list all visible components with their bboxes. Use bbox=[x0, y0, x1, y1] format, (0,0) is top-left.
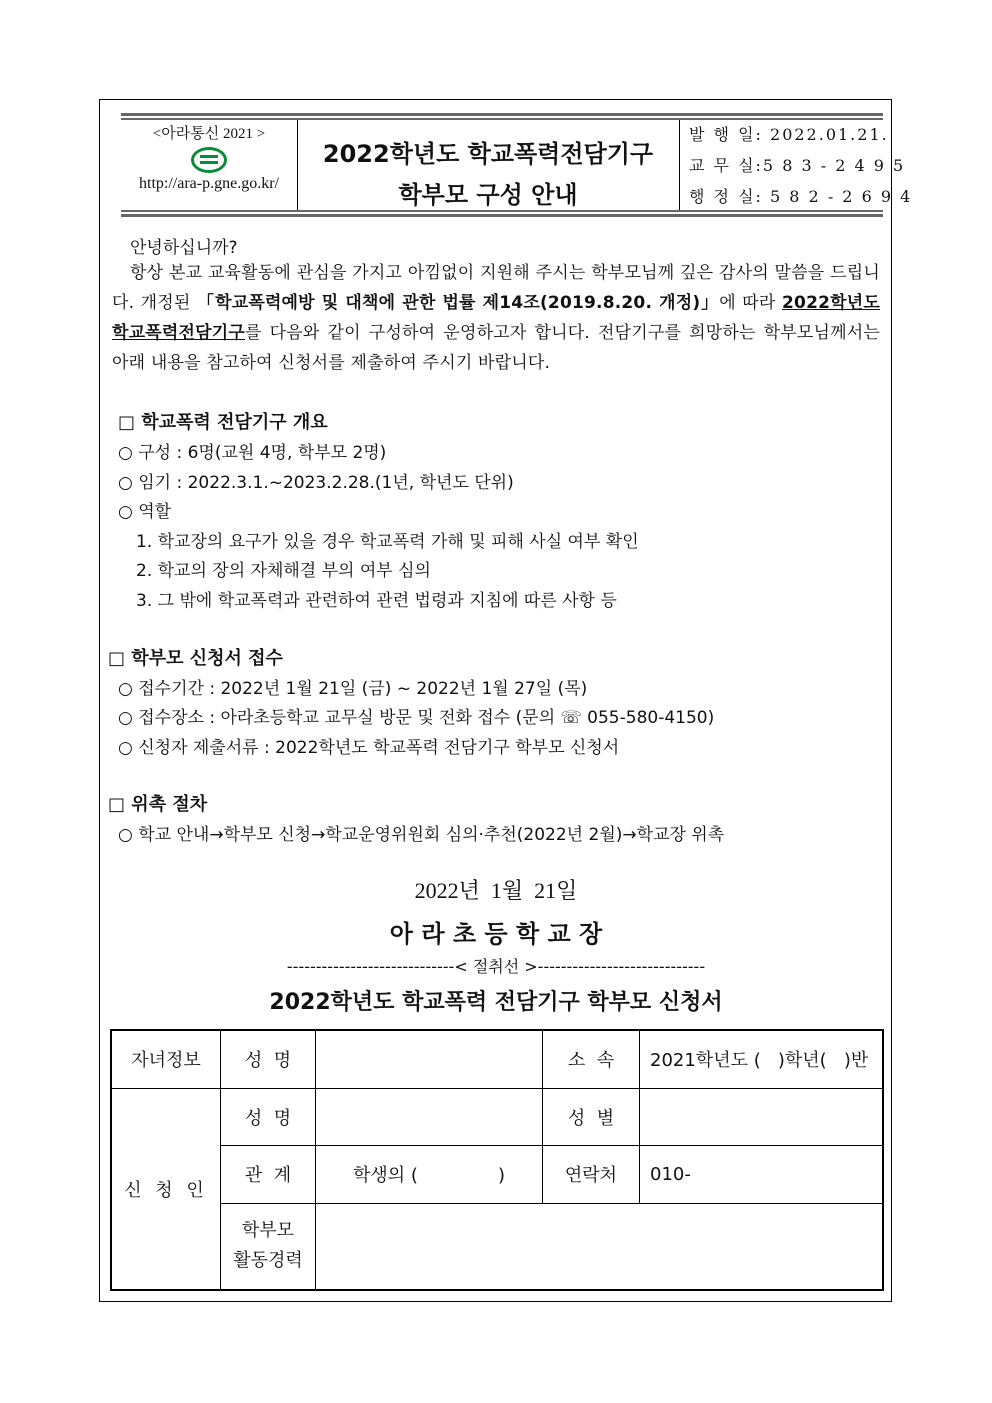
header-bottom-rule bbox=[121, 210, 883, 212]
applicant-name-label: 성 명 bbox=[221, 1088, 316, 1145]
issue-date: 발 행 일: 2022.01.21. bbox=[689, 125, 889, 144]
newsletter-name: <아라통신 2021 > bbox=[152, 126, 266, 142]
intro-paragraph bbox=[112, 258, 880, 378]
principal-signature: 아 라 초 등 학 교 장 bbox=[389, 919, 603, 948]
career-label-line1: 학부모 bbox=[241, 1220, 295, 1242]
role-item: 2. 학교의 장의 자체해결 부의 여부 심의 bbox=[136, 561, 431, 581]
law-reference: 「학교폭력예방 및 대책에 관한 법률 제14조(2019.8.20. 개정)」 bbox=[197, 293, 720, 313]
intro-text-b: 에 따라 bbox=[719, 293, 783, 313]
applicant-label: 신 청 인 bbox=[111, 1088, 221, 1290]
teacher-office-phone: 교 무 실:5 8 3 - 2 4 9 5 bbox=[689, 156, 906, 175]
career-label-line2: 활동경력 bbox=[233, 1250, 303, 1272]
child-info-label: 자녀정보 bbox=[111, 1030, 221, 1088]
admin-office-phone: 행 정 실: 5 8 2 - 2 6 9 4 bbox=[689, 187, 913, 206]
list-item: ○ 접수장소 : 아라초등학교 교무실 방문 및 전화 접수 (문의 ☏ 055-580-4150) bbox=[118, 708, 715, 728]
list-item: ○ 신청자 제출서류 : 2022학년도 학교폭력 전담기구 학부모 신청서 bbox=[118, 738, 620, 758]
application-form bbox=[110, 1029, 884, 1291]
newsletter-title bbox=[297, 120, 680, 210]
affiliation-field[interactable]: 2021학년도 ( )학년( )반 bbox=[640, 1030, 884, 1088]
section3-heading: □ 위촉 절차 bbox=[108, 794, 208, 815]
list-item: ○ 임기 : 2022.3.1.~2023.2.28.(1년, 학년도 단위) bbox=[118, 473, 514, 493]
career-label bbox=[221, 1203, 316, 1290]
intro-text-a: 항상 본교 교육활동에 관심을 가지고 아낌없이 지원해 주시는 학부모님께 깊은 감사의 말씀을 드립니다. 개정된 bbox=[112, 263, 880, 313]
greeting: 안녕하십니까? bbox=[130, 238, 238, 258]
applicant-name-field[interactable] bbox=[316, 1088, 543, 1145]
list-item: ○ 구성 : 6명(교원 4명, 학부모 2명) bbox=[118, 443, 387, 463]
gender-field[interactable] bbox=[640, 1088, 884, 1145]
relation-label: 관 계 bbox=[221, 1145, 316, 1203]
header-bottom-rule-thick bbox=[121, 214, 883, 217]
header-top-rule bbox=[121, 113, 883, 116]
section1-heading: □ 학교폭력 전담기구 개요 bbox=[118, 412, 328, 433]
newsletter-info bbox=[121, 120, 298, 210]
child-name-label: 성 명 bbox=[221, 1030, 316, 1088]
organization-name: 2022학년도 학교폭력전담기구 bbox=[112, 293, 880, 343]
gender-label: 성 별 bbox=[543, 1088, 640, 1145]
role-item: 1. 학교장의 요구가 있을 경우 학교폭력 가해 및 피해 사실 여부 확인 bbox=[136, 532, 639, 552]
school-logo-icon bbox=[191, 147, 227, 173]
title-line-2: 학부모 구성 안내 bbox=[398, 181, 578, 209]
affiliation-label: 소 속 bbox=[543, 1030, 640, 1088]
list-item: ○ 역할 bbox=[118, 502, 172, 522]
section2-heading: □ 학부모 신청서 접수 bbox=[108, 648, 283, 669]
newsletter-header bbox=[121, 120, 913, 210]
career-field[interactable] bbox=[316, 1203, 884, 1290]
contact-field[interactable]: 010- bbox=[640, 1145, 884, 1203]
title-line-1: 2022학년도 학교폭력전담기구 bbox=[322, 140, 654, 168]
form-title: 2022학년도 학교폭력 전담기구 학부모 신청서 bbox=[269, 990, 723, 1015]
intro-text-c: 를 다음와 같이 구성하여 운영하고자 합니다. 전담기구를 희망하는 학부모님께서는 아래 내용을 참고하여 신청서를 제출하여 주시기 바랍니다. bbox=[112, 323, 880, 373]
list-item: ○ 학교 안내→학부모 신청→학교운영위원회 심의·추천(2022년 2월)→학교장 위촉 bbox=[118, 825, 725, 845]
contact-label: 연락처 bbox=[543, 1145, 640, 1203]
cut-line: -----------------------------< 절취선 >----------------------------- bbox=[286, 957, 706, 976]
role-item: 3. 그 밖에 학교폭력과 관련하여 관련 법령과 지침에 따른 사항 등 bbox=[136, 591, 617, 611]
school-url[interactable]: http://ara-p.gne.go.kr/ bbox=[139, 175, 279, 192]
contact-info bbox=[679, 120, 913, 210]
relation-field[interactable]: 학생의 ( ) bbox=[316, 1145, 543, 1203]
list-item: ○ 접수기간 : 2022년 1월 21일 (금) ~ 2022년 1월 27일 (목) bbox=[118, 679, 588, 699]
closing-date: 2022년 1월 21일 bbox=[414, 878, 578, 903]
child-name-field[interactable] bbox=[316, 1030, 543, 1088]
